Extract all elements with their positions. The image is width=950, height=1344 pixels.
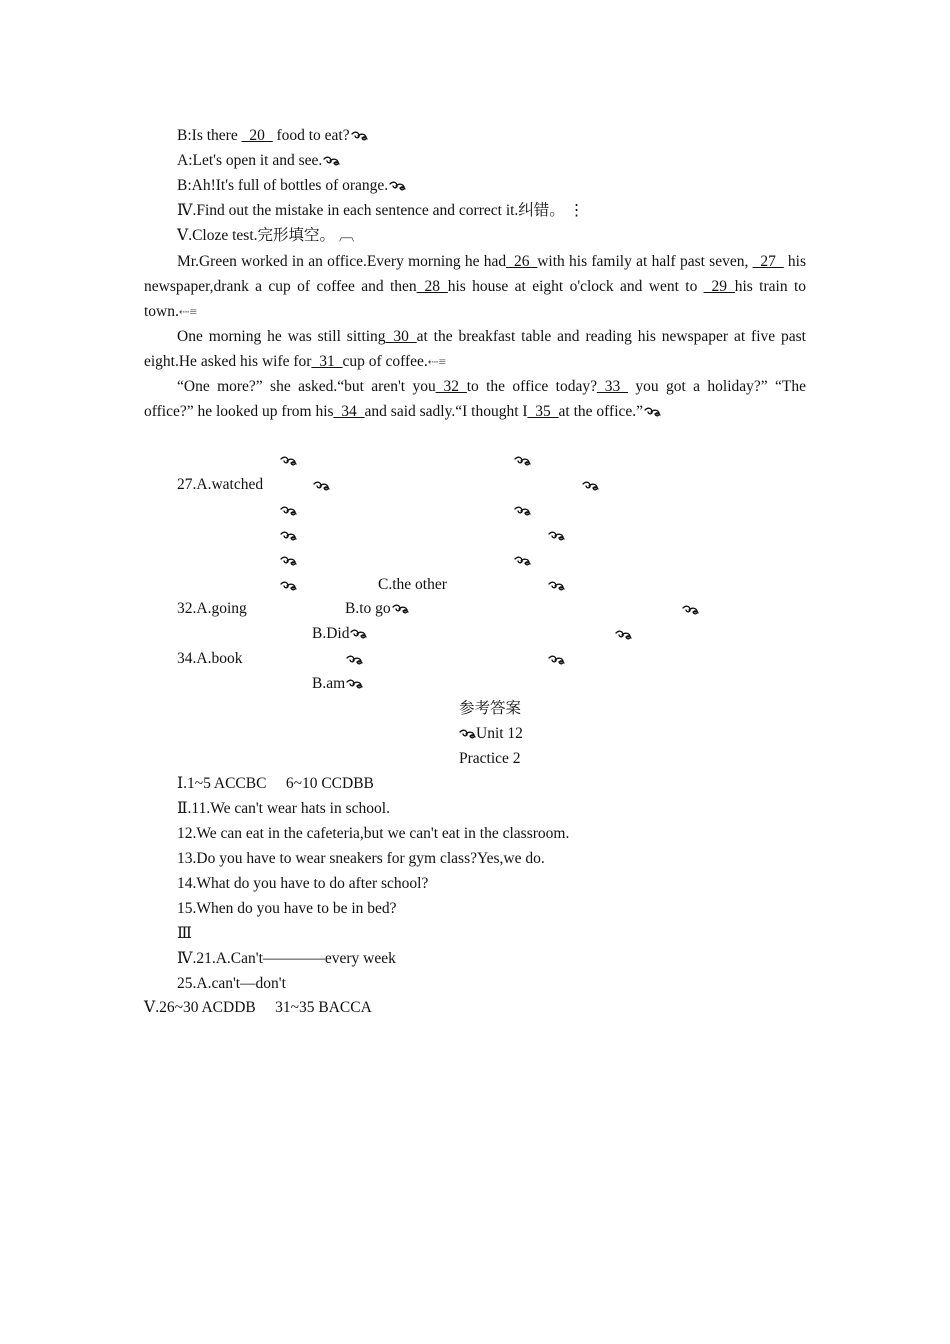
blank-32: _32_ bbox=[435, 378, 467, 395]
answer-line-final: Ⅴ.26~30 ACDDB 31~35 BACCA bbox=[144, 999, 372, 1016]
blank-35: _35_ bbox=[527, 403, 559, 420]
blank-27: _27_ bbox=[752, 253, 784, 270]
dialogue-line-2: A:Let's open it and see. bbox=[177, 151, 340, 171]
squiggle-icon bbox=[514, 455, 531, 467]
answer-line: 12.We can eat in the cafeteria,but we can't eat in the classroom. bbox=[177, 825, 570, 842]
squiggle-icon bbox=[280, 455, 297, 467]
passage-paragraph-3: “One more?” she asked.“but aren't you_32_to the office today?_33_ you got a holiday?” “The office?” he looked up from his_34_and said sadly.“I thought I_35_at the office.” bbox=[144, 378, 807, 420]
answer-line: 25.A.can't—don't bbox=[177, 975, 286, 992]
squiggle-icon bbox=[280, 580, 297, 592]
squiggle-icon bbox=[313, 480, 330, 492]
squiggle-icon bbox=[280, 555, 297, 567]
option-27-a: 27.A.watched bbox=[177, 476, 264, 493]
squiggle-icon bbox=[548, 580, 565, 592]
squiggle-icon bbox=[514, 555, 531, 567]
blank-31: _31_ bbox=[311, 353, 343, 370]
squiggle-icon bbox=[280, 505, 297, 517]
blank-30: _30_ bbox=[385, 328, 417, 345]
squiggle-icon bbox=[351, 130, 368, 142]
squiggle-icon bbox=[644, 406, 661, 418]
answer-line: 15.When do you have to be in bed? bbox=[177, 900, 397, 917]
squiggle-icon bbox=[514, 505, 531, 517]
answer-line: Ⅳ.21.A.Can't————every week bbox=[177, 950, 396, 967]
option-31-c: C.the other bbox=[378, 576, 447, 593]
dialogue-line-3: B:Ah!It's full of bottles of orange. bbox=[177, 176, 406, 196]
option-34-a: 34.A.book bbox=[177, 650, 243, 667]
blank-26: _26_ bbox=[506, 253, 538, 270]
squiggle-icon bbox=[323, 155, 340, 167]
squiggle-icon bbox=[350, 628, 367, 640]
answer-line: 13.Do you have to wear sneakers for gym class?Yes,we do. bbox=[177, 850, 545, 867]
squiggle-icon bbox=[392, 603, 409, 615]
squiggle-icon bbox=[389, 180, 406, 192]
blank-20: _20_ bbox=[241, 127, 273, 144]
blank-33: _33_ bbox=[596, 378, 628, 395]
squiggle-icon bbox=[346, 678, 363, 690]
answer-line: Ⅰ.1~5 ACCBC 6~10 CCDBB bbox=[177, 775, 374, 792]
passage-paragraph-1: Mr.Green worked in an office.Every morning he had_26_with his family at half past seven, _27_ his newspaper,drank a cup of coffee and then_28_his house at eight o'clock and went to _29_his train to town.⇠≡ bbox=[144, 253, 807, 320]
answers-practice: Practice 2 bbox=[459, 750, 521, 767]
answer-line: 14.What do you have to do after school? bbox=[177, 875, 429, 892]
squiggle-icon bbox=[280, 530, 297, 542]
squiggle-icon bbox=[548, 530, 565, 542]
blank-34: _34_ bbox=[333, 403, 365, 420]
passage-paragraph-2: One morning he was still sitting_30_at the breakfast table and reading his newspaper at five past eight.He asked his wife for_31_cup of coffee.⇠≡ bbox=[144, 328, 806, 370]
dialogue-line-1: B:Is there _20_ food to eat? bbox=[177, 126, 368, 146]
squiggle-icon bbox=[582, 480, 599, 492]
squiggle-icon bbox=[615, 629, 632, 641]
option-32-a: 32.A.going bbox=[177, 600, 247, 617]
option-35-b: B.am bbox=[312, 674, 363, 694]
squiggle-icon bbox=[548, 654, 565, 666]
blank-28: _28_ bbox=[416, 278, 448, 295]
blank-29: _29_ bbox=[703, 278, 735, 295]
squiggle-icon bbox=[346, 654, 363, 666]
answers-heading: 参考答案 bbox=[459, 700, 522, 717]
option-33-b: B.Did bbox=[312, 624, 367, 644]
answer-line: Ⅲ bbox=[177, 925, 192, 942]
option-32-b: B.to go bbox=[345, 599, 409, 619]
squiggle-icon bbox=[459, 728, 476, 740]
answers-unit: Unit 12 bbox=[459, 724, 523, 744]
answer-line: Ⅱ.11.We can't wear hats in school. bbox=[177, 800, 390, 817]
squiggle-icon bbox=[682, 604, 699, 616]
section-4-heading: Ⅳ.Find out the mistake in each sentence and correct it.纠错。 ⋮ bbox=[177, 202, 585, 219]
section-5-heading: Ⅴ.Cloze test.完形填空。 ︹ bbox=[177, 227, 355, 244]
